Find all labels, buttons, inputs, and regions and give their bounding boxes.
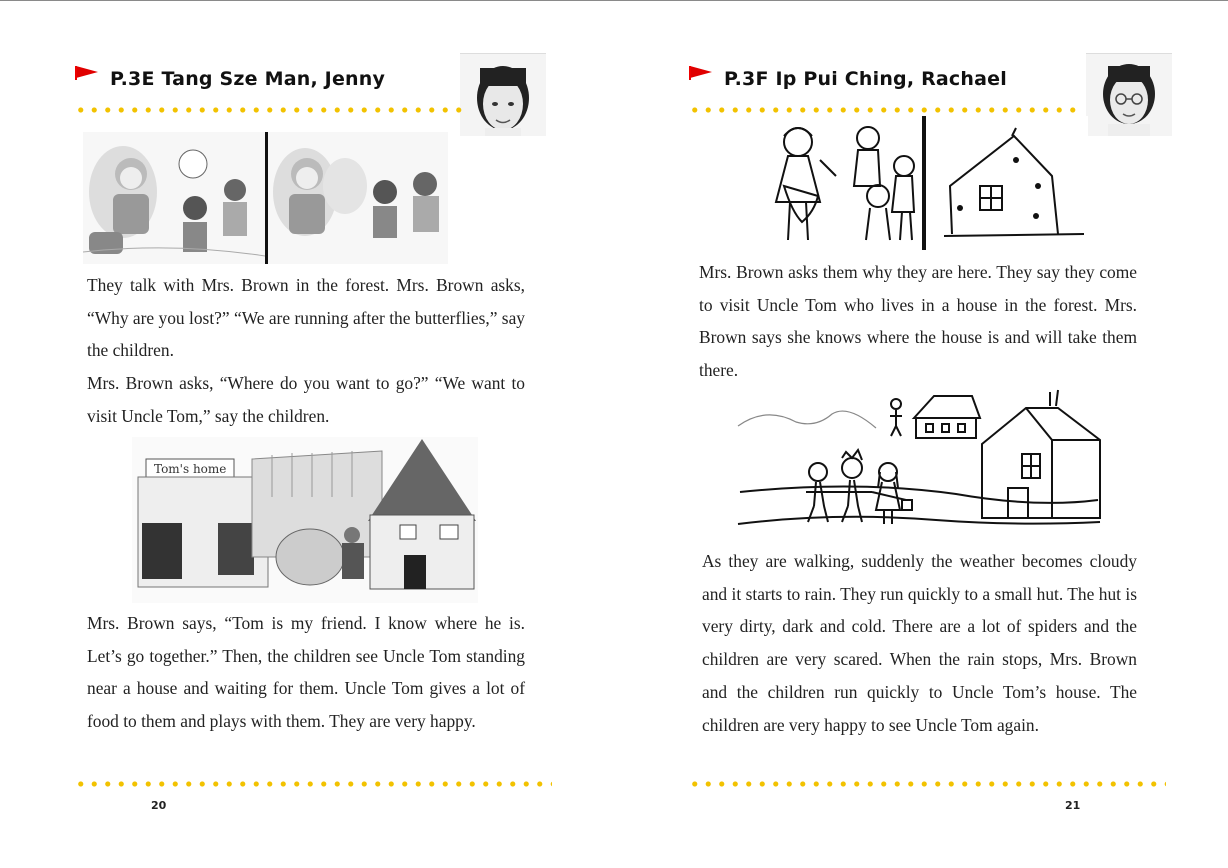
paragraph: Mrs. Brown asks them why they are here. They say they come to visit Uncle Tom who lives in a house in the forest. Mrs. Brown says she knows where the house is and will take them there. [699, 262, 1137, 381]
paragraph: Mrs. Brown asks, “Where do you want to go?” “We want to visit Uncle Tom,” say the children. [87, 373, 525, 426]
illustration-toms-home [132, 437, 478, 603]
dotted-divider-bottom [74, 781, 552, 787]
illustration-forest-conversation [83, 132, 448, 264]
dotted-divider-bottom [688, 781, 1166, 787]
paragraph: They talk with Mrs. Brown in the forest. Mrs. Brown asks, “Why are you lost?” “We are running after the butterflies,” say the children. [87, 275, 525, 361]
page-number: 21 [1065, 799, 1081, 812]
story-text-4 [702, 545, 1137, 741]
red-flag-icon [76, 66, 98, 78]
author-photo [1086, 53, 1172, 136]
right-page [614, 0, 1228, 868]
illustration-walking-to-house [736, 388, 1102, 538]
dotted-divider-top [74, 107, 462, 113]
dotted-divider-top [688, 107, 1082, 113]
paragraph: Mrs. Brown says, “Tom is my friend. I know where he is. Let’s go together.” Then, the children see Uncle Tom standing near a house and waiting for them. Uncle Tom gives a lot of food to them and plays with them. They are very happy. [87, 613, 525, 732]
author-name: P.3F Ip Pui Ching, Rachael [724, 68, 1007, 90]
page-number: 20 [151, 799, 167, 812]
paragraph: As they are walking, suddenly the weather becomes cloudy and it starts to rain. They run quickly to a small hut. The hut is very dirty, dark and cold. There are a lot of spiders and the children are very scared. When the rain stops, Mrs. Brown and the children run quickly to Uncle Tom’s house. The children are very happy to see Uncle Tom again. [702, 551, 1137, 735]
illustration-mrs-brown-and-house [754, 116, 1088, 250]
story-text-1 [87, 269, 525, 433]
author-name: P.3E Tang Sze Man, Jenny [110, 68, 386, 90]
author-photo [460, 53, 546, 136]
toms-home-sign: Tom's home [154, 462, 227, 476]
story-text-2 [87, 607, 525, 738]
red-flag-icon [690, 66, 712, 78]
story-text-3 [699, 256, 1137, 387]
